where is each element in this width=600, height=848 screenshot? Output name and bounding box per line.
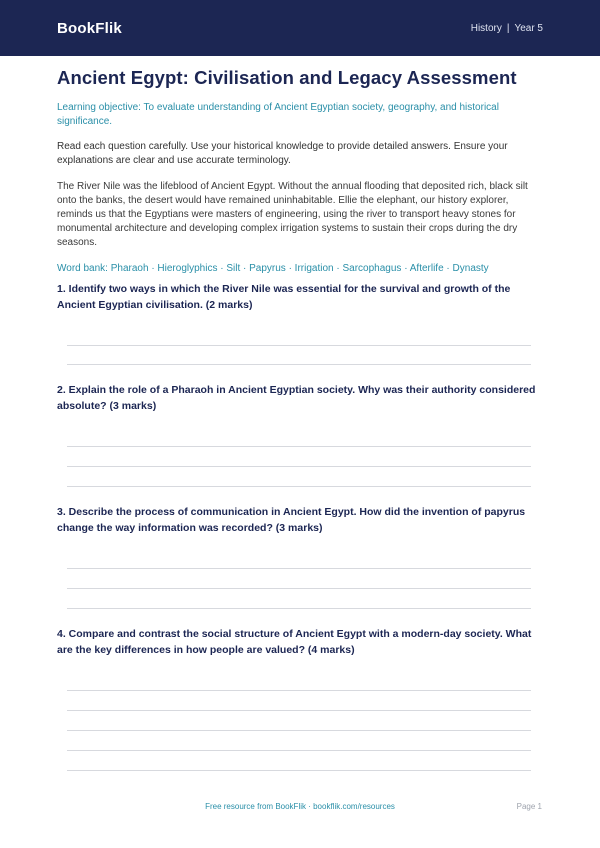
answer-line[interactable] [67,608,531,609]
page-title: Ancient Egypt: Civilisation and Legacy Assessment [57,67,517,88]
brand-logo: BookFlik [57,19,122,37]
question-2: 2. Explain the role of a Pharaoh in Ancient Egyptian society. Why was their authority considered absolute? (3 marks) [57,384,536,412]
question-3: 3. Describe the process of communication in Ancient Egypt. How did the invention of papyrus change the way information was recorded? (3 marks) [57,506,526,534]
learning-objective: Learning objective: To evaluate understanding of Ancient Egyptian society, geography, and historical significance. [57,102,499,127]
reading-passage: The River Nile was the lifeblood of Ancient Egypt. Without the annual flooding that deposited rich, black silt onto the banks, the desert would have remained uninhabitable. Ellie the elephant, our history explorer, reminds us that the Egyptians were masters of engineering, using the river to transport heavy stones for monumental architecture and developing complex irrigation systems to sustain their crops during the dry seasons. [57,181,528,248]
footer-resource-link[interactable]: Free resource from BookFlik · bookflik.com/resources [205,802,395,811]
answer-line[interactable] [67,446,531,447]
answer-line[interactable] [67,770,531,771]
subject-label: History [470,22,502,34]
answer-line[interactable] [67,486,531,487]
answer-line[interactable] [67,710,531,711]
answer-line[interactable] [67,750,531,751]
year-label: Year 5 [514,22,543,34]
page-footer [0,802,600,816]
page-number: Page 1 [516,802,542,811]
meta-separator: | [506,22,510,34]
subject-meta [471,23,543,34]
answer-line[interactable] [67,466,531,467]
word-bank: Word bank: Pharaoh · Hieroglyphics · Silt · Papyrus · Irrigation · Sarcophagus · Afterlife · Dynasty [57,263,489,274]
question-1: 1. Identify two ways in which the River Nile was essential for the survival and growth of the Ancient Egyptian civilisation. (2 marks) [57,283,511,311]
page-header [0,0,600,56]
answer-line[interactable] [67,345,531,346]
answer-line[interactable] [67,588,531,589]
answer-line[interactable] [67,568,531,569]
instructions: Read each question carefully. Use your historical knowledge to provide detailed answers. Ensure your explanations are clear and use accurate terminology. [57,141,508,166]
answer-line[interactable] [67,730,531,731]
question-4: 4. Compare and contrast the social structure of Ancient Egypt with a modern-day society. What are the key differences in how people are valued? (4 marks) [57,628,532,656]
answer-line[interactable] [67,364,531,365]
worksheet-body [0,66,600,276]
answer-line[interactable] [67,690,531,691]
